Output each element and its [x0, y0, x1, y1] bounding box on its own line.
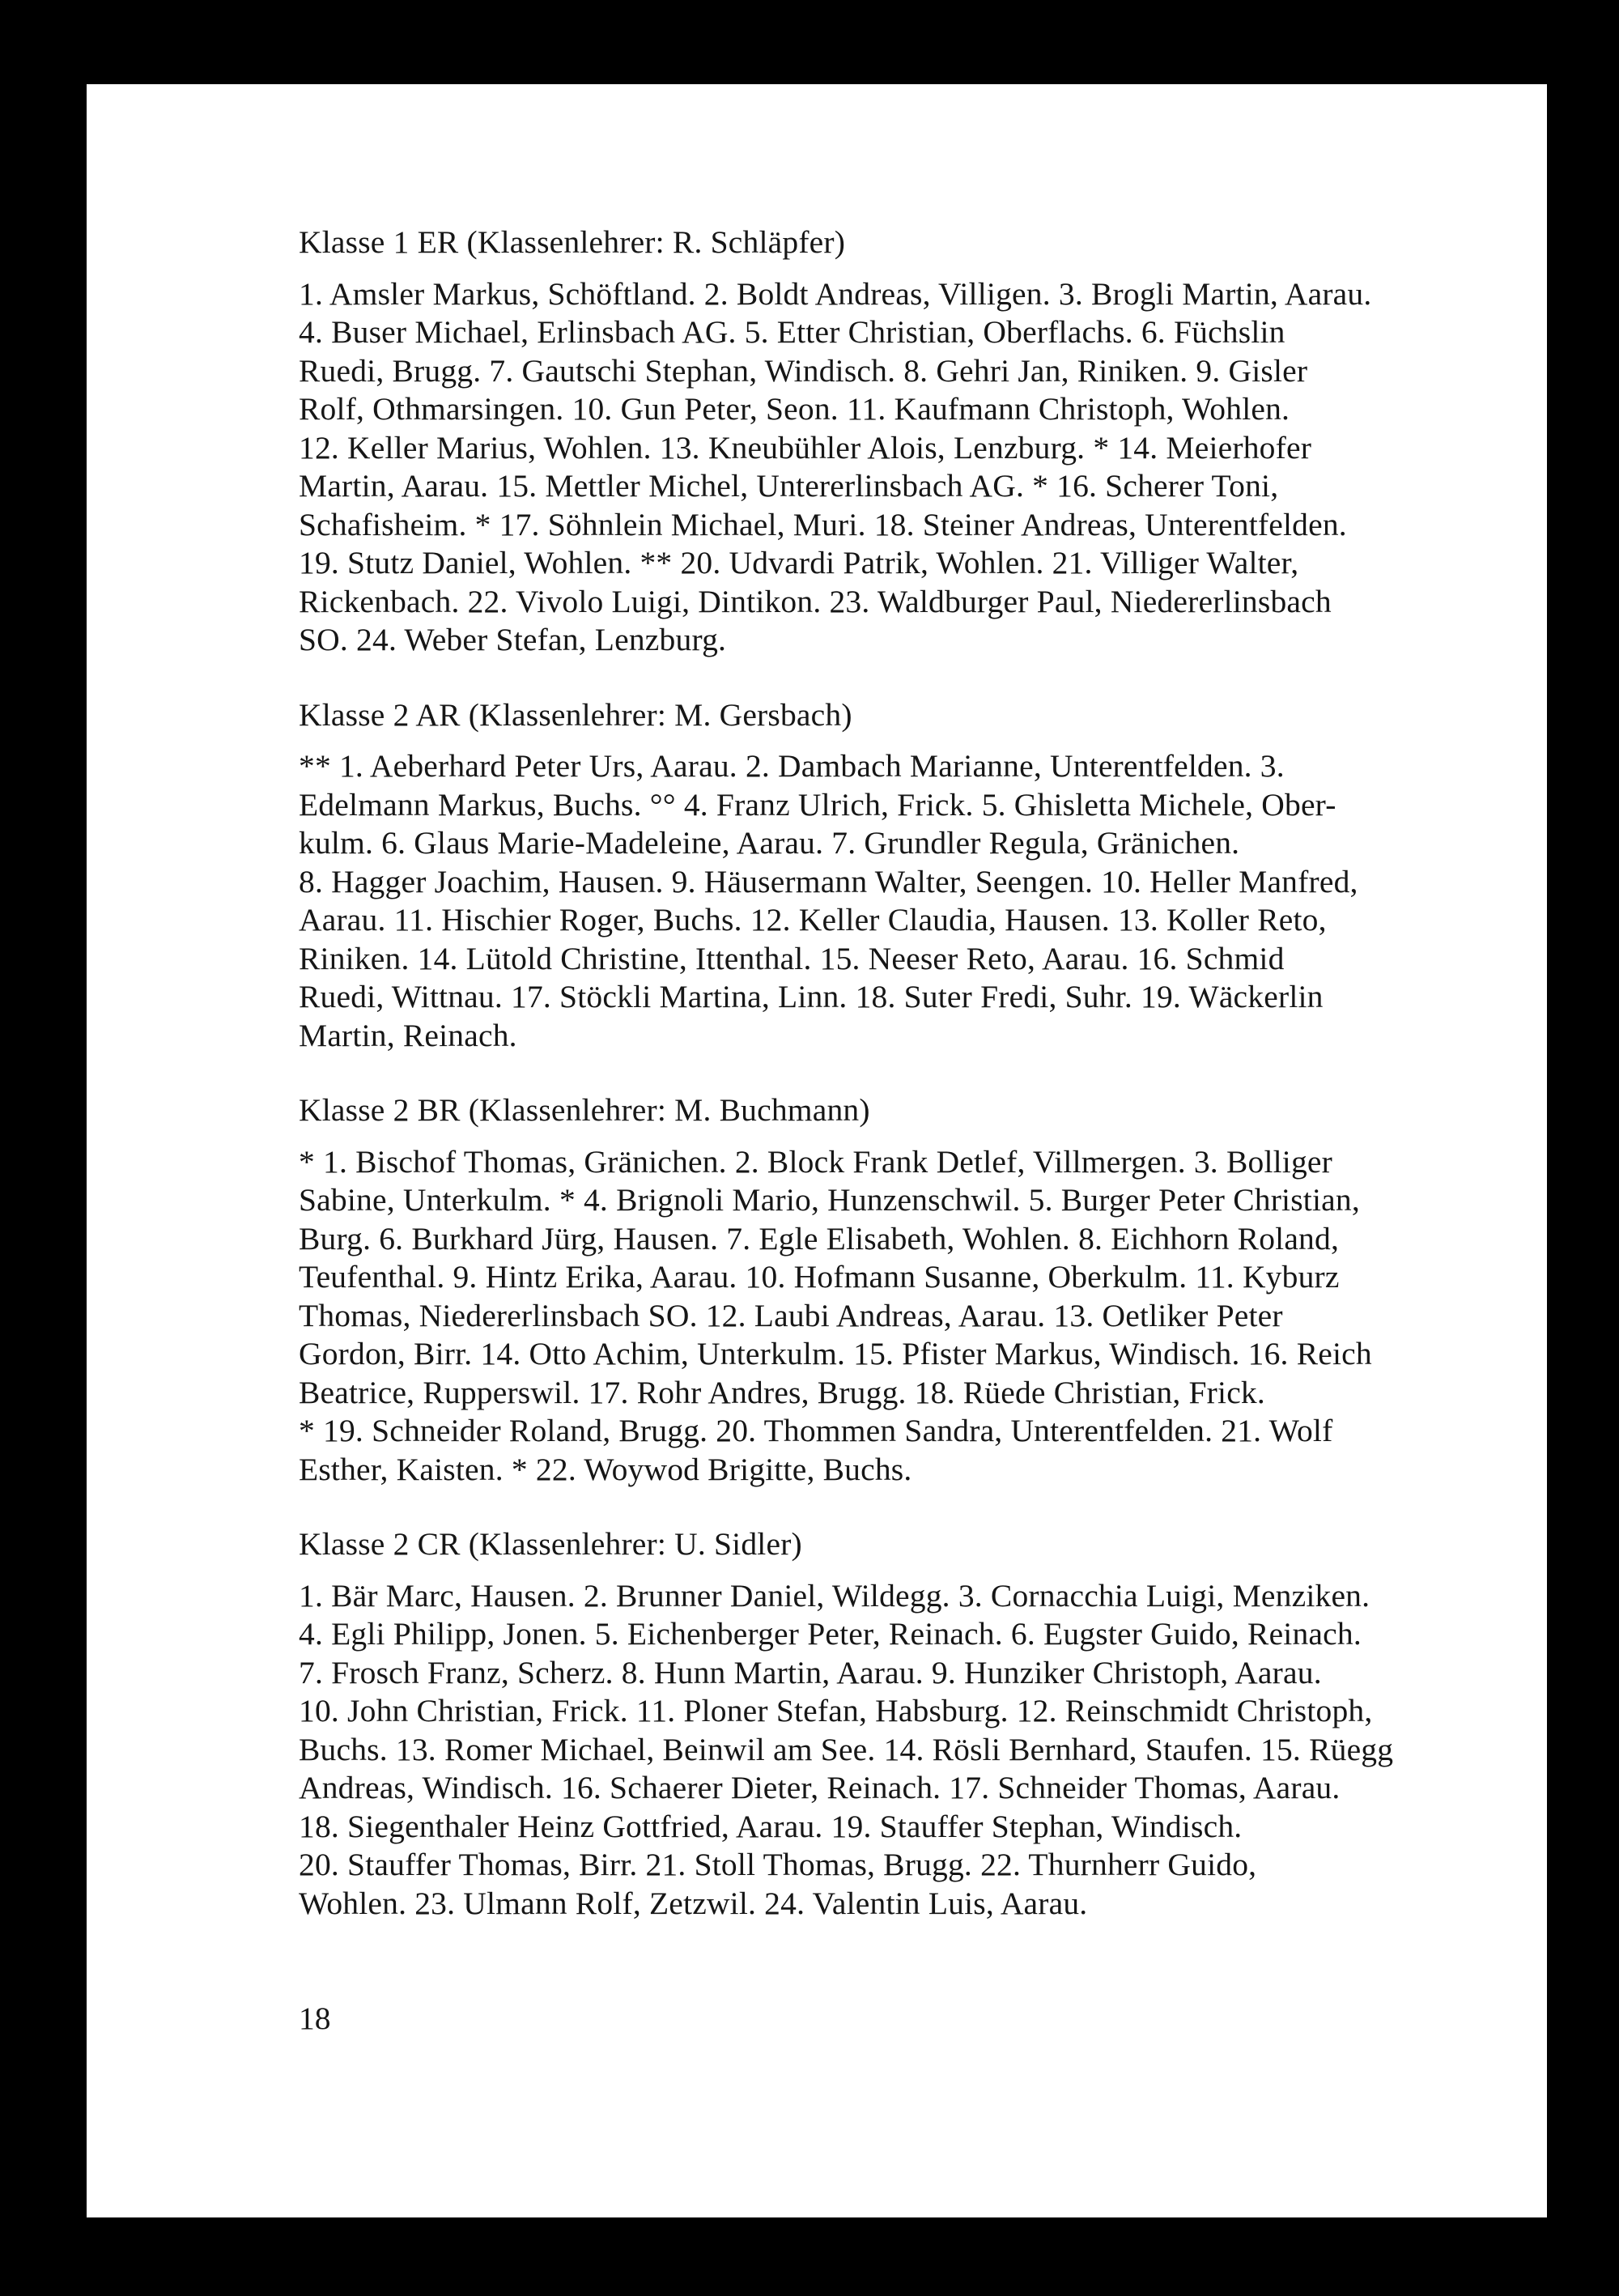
class-section-1er — [299, 223, 1562, 660]
class-heading: Klasse 2 BR (Klassenlehrer: M. Buchmann) — [299, 1092, 870, 1128]
student-list — [299, 1143, 1562, 1490]
student-list — [299, 747, 1562, 1055]
class-section-2ar — [299, 696, 1562, 1056]
text-line: 10. John Christian, Frick. 11. Ploner Stefan, Habsburg. 12. Reinschmidt Christoph, — [299, 1693, 1373, 1728]
text-line: 1. Amsler Markus, Schöftland. 2. Boldt Andreas, Villigen. 3. Brogli Martin, Aarau. — [299, 275, 1372, 312]
text-line: Riniken. 14. Lütold Christine, Ittenthal. 15. Neeser Reto, Aarau. 16. Schmid — [299, 940, 1285, 976]
class-section-2cr — [299, 1525, 1562, 1923]
text-line: ** 1. Aeberhard Peter Urs, Aarau. 2. Dambach Marianne, Unterentfelden. 3. — [299, 748, 1285, 784]
text-line: 19. Stutz Daniel, Wohlen. ** 20. Udvardi Patrik, Wohlen. 21. Villiger Walter, — [299, 545, 1299, 580]
text-line: Buchs. 13. Romer Michael, Beinwil am See. 14. Rösli Bernhard, Staufen. 15. Rüegg — [299, 1731, 1394, 1767]
text-line: Ruedi, Wittnau. 17. Stöckli Martina, Linn. 18. Suter Fredi, Suhr. 19. Wäckerlin — [299, 979, 1324, 1014]
text-line: Aarau. 11. Hischier Roger, Buchs. 12. Keller Claudia, Hausen. 13. Koller Reto, — [299, 902, 1327, 938]
text-line: Sabine, Unterkulm. * 4. Brignoli Mario, Hunzenschwil. 5. Burger Peter Christian, — [299, 1182, 1360, 1218]
text-line: * 1. Bischof Thomas, Gränichen. 2. Block Frank Detlef, Villmergen. 3. Bolliger — [299, 1143, 1333, 1180]
text-line: Rickenbach. 22. Vivolo Luigi, Dintikon. 23. Waldburger Paul, Niedererlinsbach — [299, 583, 1332, 619]
text-line: 4. Egli Philipp, Jonen. 5. Eichenberger Peter, Reinach. 6. Eugster Guido, Reinach. — [299, 1616, 1362, 1652]
text-line: 8. Hagger Joachim, Hausen. 9. Häusermann Walter, Seengen. 10. Heller Manfred, — [299, 863, 1358, 899]
text-line: * 19. Schneider Roland, Brugg. 20. Thommen Sandra, Unterentfelden. 21. Wolf — [299, 1413, 1333, 1448]
text-line: Martin, Aarau. 15. Mettler Michel, Untererlinsbach AG. * 16. Scherer Toni, — [299, 468, 1279, 504]
text-line: Teufenthal. 9. Hintz Erika, Aarau. 10. Hofmann Susanne, Oberkulm. 11. Kyburz — [299, 1259, 1340, 1295]
text-line: 18. Siegenthaler Heinz Gottfried, Aarau. 19. Stauffer Stephan, Windisch. — [299, 1808, 1243, 1844]
text-line: Edelmann Markus, Buchs. °° 4. Franz Ulrich, Frick. 5. Ghisletta Michele, Ober- — [299, 786, 1336, 823]
class-heading: Klasse 2 CR (Klassenlehrer: U. Sidler) — [299, 1526, 802, 1562]
student-list — [299, 1577, 1562, 1924]
text-line: Burg. 6. Burkhard Jürg, Hausen. 7. Egle Elisabeth, Wohlen. 8. Eichhorn Roland, — [299, 1220, 1340, 1256]
text-line: 12. Keller Marius, Wohlen. 13. Kneubühler Alois, Lenzburg. * 14. Meierhofer — [299, 429, 1312, 466]
text-line: kulm. 6. Glaus Marie-Madeleine, Aarau. 7. Grundler Regula, Gränichen. — [299, 825, 1240, 861]
class-heading: Klasse 2 AR (Klassenlehrer: M. Gersbach) — [299, 696, 852, 733]
text-line: Rolf, Othmarsingen. 10. Gun Peter, Seon. 11. Kaufmann Christoph, Wohlen. — [299, 391, 1290, 427]
class-section-2br — [299, 1091, 1562, 1489]
text-line: Martin, Reinach. — [299, 1017, 517, 1053]
text-line: Esther, Kaisten. * 22. Woywod Brigitte, Buchs. — [299, 1451, 912, 1487]
document-page — [87, 84, 1547, 2217]
text-line: Andreas, Windisch. 16. Schaerer Dieter, Reinach. 17. Schneider Thomas, Aarau. — [299, 1770, 1341, 1805]
text-line: 20. Stauffer Thomas, Birr. 21. Stoll Thomas, Brugg. 22. Thurnherr Guido, — [299, 1847, 1257, 1882]
page-number: 18 — [299, 2000, 331, 2036]
text-line: Schafisheim. * 17. Söhnlein Michael, Muri. 18. Steiner Andreas, Unterentfelden. — [299, 506, 1347, 542]
text-line: 7. Frosch Franz, Scherz. 8. Hunn Martin, Aarau. 9. Hunziker Christoph, Aarau. — [299, 1654, 1322, 1690]
student-list — [299, 275, 1562, 660]
text-line: SO. 24. Weber Stefan, Lenzburg. — [299, 622, 727, 657]
class-heading: Klasse 1 ER (Klassenlehrer: R. Schläpfer) — [299, 224, 846, 260]
text-line: Wohlen. 23. Ulmann Rolf, Zetzwil. 24. Valentin Luis, Aarau. — [299, 1885, 1088, 1921]
text-line: Gordon, Birr. 14. Otto Achim, Unterkulm. 15. Pfister Markus, Windisch. 16. Reich — [299, 1336, 1372, 1371]
text-line: Thomas, Niedererlinsbach SO. 12. Laubi Andreas, Aarau. 13. Oetliker Peter — [299, 1297, 1283, 1333]
text-line: Ruedi, Brugg. 7. Gautschi Stephan, Windisch. 8. Gehri Jan, Riniken. 9. Gisler — [299, 352, 1308, 389]
class-list-content — [299, 223, 1562, 1923]
text-line: 1. Bär Marc, Hausen. 2. Brunner Daniel, Wildegg. 3. Cornacchia Luigi, Menziken. — [299, 1577, 1370, 1614]
text-line: Beatrice, Rupperswil. 17. Rohr Andres, Brugg. 18. Rüede Christian, Frick. — [299, 1374, 1265, 1410]
text-line: 4. Buser Michael, Erlinsbach AG. 5. Etter Christian, Oberflachs. 6. Füchslin — [299, 314, 1285, 350]
